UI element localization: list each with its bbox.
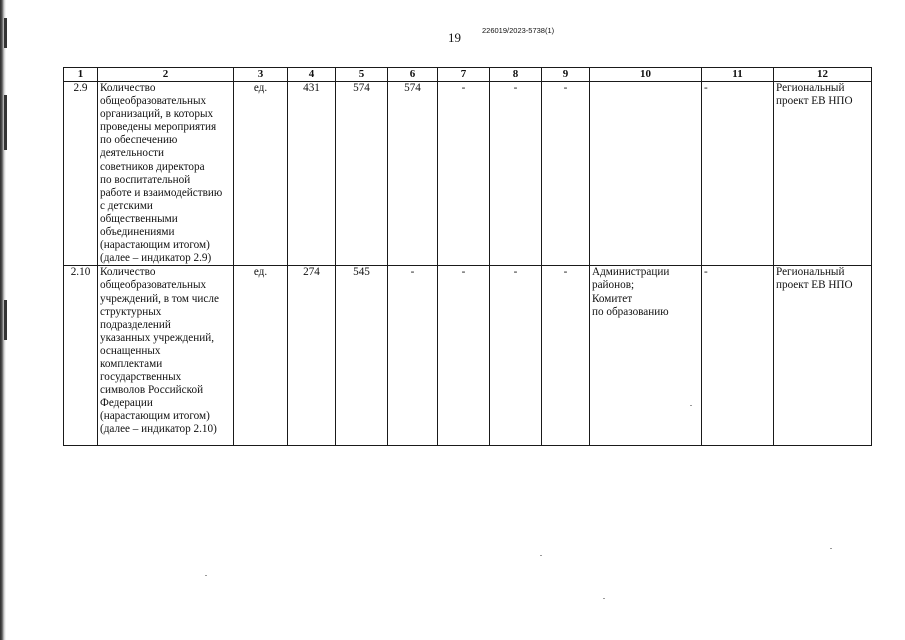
unit-cell: ед.: [234, 266, 288, 446]
value-cell: -: [490, 266, 542, 446]
indicator-name-cell: Количество общеобразовательных учреждений, в том числе структурных подразделений указанных учреждений, оснащенных комплектами государственных символов Российской Федерации (нарастающим итогом) (далее – индикатор 2.10): [98, 266, 234, 446]
scan-mark: [4, 18, 7, 48]
header-cell: 1: [64, 68, 98, 82]
value-cell: 431: [288, 82, 336, 266]
value-cell: 545: [336, 266, 388, 446]
value-cell: 574: [388, 82, 438, 266]
value-cell: -: [490, 82, 542, 266]
value-cell: -: [438, 266, 490, 446]
value-cell: -: [542, 82, 590, 266]
scan-speck: [690, 405, 692, 406]
page-number: 19: [448, 30, 461, 45]
responsible-cell: [590, 82, 702, 266]
source-cell: Региональный проект ЕВ НПО: [774, 82, 872, 266]
header-cell: 11: [702, 68, 774, 82]
header-cell: 5: [336, 68, 388, 82]
scan-speck: [205, 575, 207, 576]
scan-speck: [540, 555, 542, 556]
value-cell: -: [702, 266, 774, 446]
header-cell: 3: [234, 68, 288, 82]
header-cell: 2: [98, 68, 234, 82]
scan-mark: [4, 95, 7, 150]
value-cell: -: [542, 266, 590, 446]
header-cell: 8: [490, 68, 542, 82]
indicator-table: [63, 67, 872, 446]
row-number-cell: 2.10: [64, 266, 98, 446]
header-cell: 4: [288, 68, 336, 82]
header-cell: 6: [388, 68, 438, 82]
value-cell: -: [702, 82, 774, 266]
document-code: 226019/2023-5738(1): [482, 26, 555, 35]
value-cell: -: [438, 82, 490, 266]
value-cell: 574: [336, 82, 388, 266]
scan-speck: [830, 548, 832, 549]
source-cell: Региональный проект ЕВ НПО: [774, 266, 872, 446]
indicator-name-cell: Количество общеобразовательных организаций, в которых проведены мероприятия по обеспечению деятельности советников директора по воспитательной работе и взаимодействию с детскими общественными объединениями (нарастающим итогом) (далее – индикатор 2.9): [98, 82, 234, 266]
header-cell: 10: [590, 68, 702, 82]
header-cell: 9: [542, 68, 590, 82]
scan-mark: [4, 300, 7, 340]
header-cell: 7: [438, 68, 490, 82]
value-cell: 274: [288, 266, 336, 446]
responsible-cell: Администрации районов; Комитет по образованию: [590, 266, 702, 446]
value-cell: -: [388, 266, 438, 446]
scan-speck: [603, 598, 605, 599]
table-row: [64, 266, 872, 446]
header-row: [64, 68, 872, 82]
unit-cell: ед.: [234, 82, 288, 266]
row-number-cell: 2.9: [64, 82, 98, 266]
table-row: [64, 82, 872, 266]
header-cell: 12: [774, 68, 872, 82]
